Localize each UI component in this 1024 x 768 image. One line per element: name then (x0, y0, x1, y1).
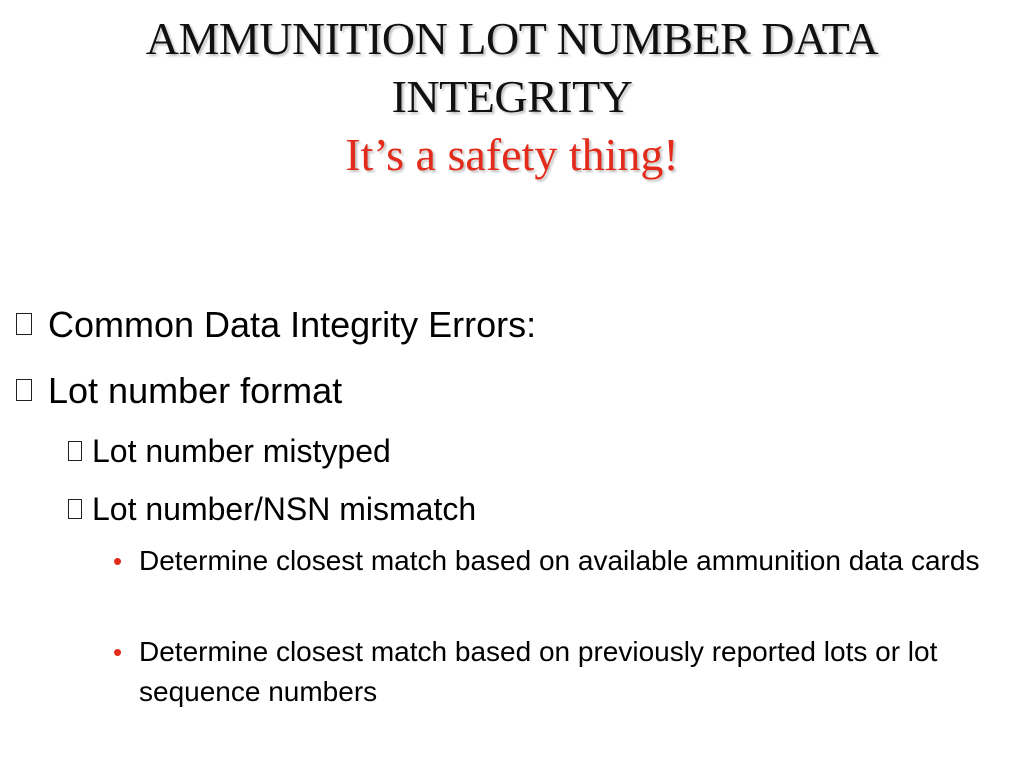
slide-title-line-2: INTEGRITY (391, 71, 633, 122)
box-bullet-icon (68, 499, 82, 519)
bullet-text: Lot number mistyped (92, 433, 391, 469)
dot-bullet-icon: • (113, 546, 123, 576)
bullet-item-level1 (16, 305, 536, 345)
bullet-item-level2 (68, 433, 391, 469)
bullet-item-level3 (113, 541, 1014, 581)
box-bullet-icon (16, 313, 32, 335)
bullet-text: Lot number/NSN mismatch (92, 491, 477, 527)
slide-subtitle: It’s a safety thing! (345, 129, 679, 180)
bullet-text: Lot number format (48, 370, 343, 411)
slide-title-line-1: AMMUNITION LOT NUMBER DATA (145, 13, 879, 64)
bullet-item-level3 (113, 632, 1014, 712)
bullet-text: Determine closest match based on available ammunition data cards (139, 545, 980, 576)
dot-bullet-icon: • (113, 637, 123, 667)
bullet-text: Determine closest match based on previously reported lots or lot sequence numbers (139, 636, 938, 707)
box-bullet-icon (68, 441, 82, 461)
box-bullet-icon (16, 379, 32, 401)
bullet-item-level1 (16, 371, 342, 411)
bullet-item-level2 (68, 491, 476, 527)
bullet-text: Common Data Integrity Errors: (48, 304, 537, 345)
